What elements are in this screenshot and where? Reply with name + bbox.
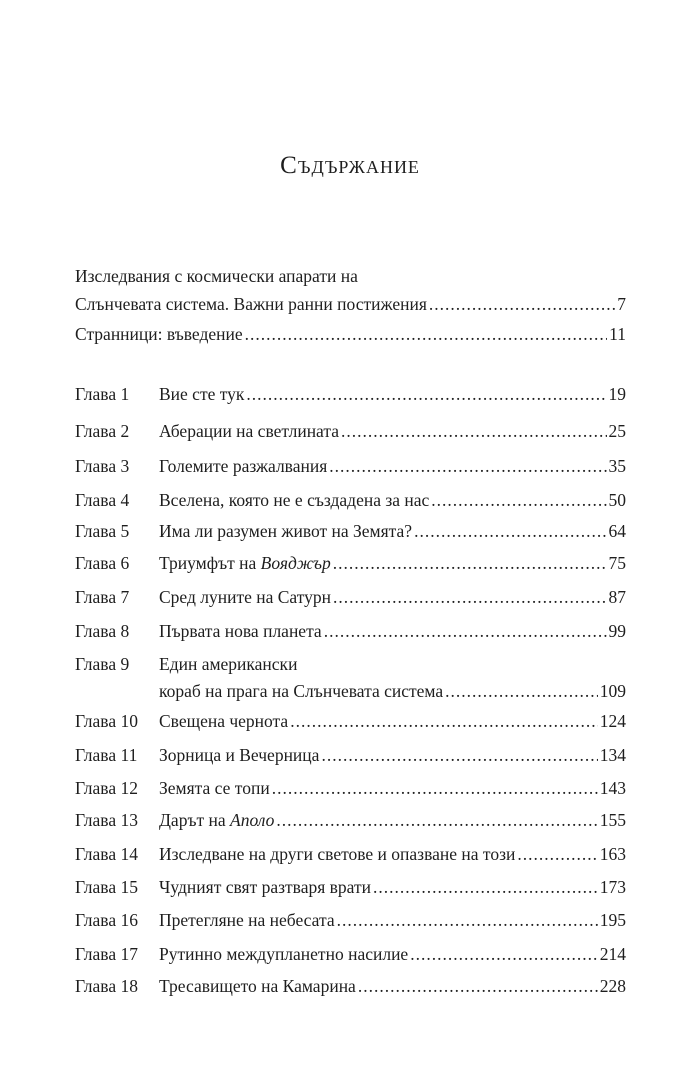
toc-entry[interactable] <box>75 774 626 802</box>
toc-entry[interactable] <box>75 549 626 577</box>
dot-leader <box>410 940 598 968</box>
entry-title <box>159 873 371 901</box>
chapter-label: Глава 11 <box>75 745 138 765</box>
chapter-label: Глава 14 <box>75 844 138 864</box>
dot-leader <box>333 583 606 611</box>
entry-title-italic: Вояджър <box>260 553 331 573</box>
dot-leader <box>414 517 606 545</box>
toc-entry[interactable] <box>75 517 626 545</box>
entry-title <box>159 549 331 577</box>
entry-title <box>159 774 270 802</box>
page-number: 228 <box>599 976 626 996</box>
entry-title <box>159 417 339 445</box>
entry-title <box>159 840 515 868</box>
chapter-label: Глава 17 <box>75 944 138 964</box>
toc-entry[interactable] <box>75 940 626 968</box>
entry-title-text: Дарът на <box>159 810 231 830</box>
dot-leader <box>329 452 606 480</box>
entry-title-line: Един американски <box>159 654 298 674</box>
toc-entry[interactable] <box>75 617 626 645</box>
page-number: 11 <box>609 324 626 344</box>
entry-title-text: Претегляне на небесата <box>159 910 335 930</box>
entry-title-text: Зорница и Вечерница <box>159 745 320 765</box>
dot-leader <box>445 677 598 705</box>
page-number: 19 <box>608 384 626 404</box>
dot-leader <box>333 549 607 577</box>
dot-leader <box>245 320 608 348</box>
chapter-label: Глава 7 <box>75 587 130 607</box>
page-number: 155 <box>599 810 626 830</box>
toc-entry[interactable] <box>75 583 626 611</box>
entry-title-text: Слънчевата система. Важни ранни постижения <box>75 294 427 314</box>
entry-title <box>75 320 243 348</box>
entry-title-text: кораб на прага на Слънчевата система <box>159 681 444 701</box>
page-number: 195 <box>599 910 626 930</box>
page-number: 143 <box>599 778 626 798</box>
chapter-label: Глава 8 <box>75 621 130 641</box>
dot-leader <box>272 774 598 802</box>
chapter-label: Глава 3 <box>75 456 130 476</box>
page-number: 50 <box>608 490 626 510</box>
chapter-label: Глава 13 <box>75 810 138 830</box>
page-number: 124 <box>599 711 626 731</box>
entry-title <box>159 617 322 645</box>
page-number: 35 <box>608 456 626 476</box>
chapter-label: Глава 12 <box>75 778 138 798</box>
entry-title-text: Изследване на други светове и опазване на този <box>159 844 516 864</box>
entry-title <box>159 583 331 611</box>
entry-title-italic: Аполо <box>230 810 275 830</box>
dot-leader <box>341 417 607 445</box>
entry-title-text: Рутинно междупланетно насилие <box>159 944 409 964</box>
chapter-label: Глава 9 <box>75 654 130 674</box>
dot-leader <box>429 290 615 318</box>
toc-entry[interactable] <box>75 486 626 514</box>
entry-title-text: Аберации на светлината <box>159 421 339 441</box>
chapter-label: Глава 6 <box>75 553 130 573</box>
entry-title-text: Вие сте тук <box>159 384 245 404</box>
dot-leader <box>321 741 597 769</box>
page-number: 163 <box>599 844 626 864</box>
entry-title <box>159 677 443 705</box>
entry-title <box>159 906 335 934</box>
entry-title-text: Земята се топи <box>159 778 270 798</box>
page-number: 87 <box>608 587 626 607</box>
toc-entry[interactable] <box>75 741 626 769</box>
entry-title <box>75 290 427 318</box>
toc-entry[interactable] <box>75 320 626 348</box>
dot-leader <box>373 873 598 901</box>
entry-title-text: Свещена чернота <box>159 711 289 731</box>
toc-entry[interactable] <box>75 806 626 834</box>
page-number: 134 <box>599 745 626 765</box>
toc-entry[interactable] <box>75 707 626 735</box>
entry-title-text: Тресавището на Камарина <box>159 976 356 996</box>
dot-leader <box>337 906 598 934</box>
entry-title-line: Изследвания с космически апарати на <box>75 266 358 286</box>
toc-entry[interactable] <box>75 840 626 868</box>
entry-title <box>159 972 356 1000</box>
page-title: Съдържание <box>280 152 420 179</box>
page-number: 214 <box>599 944 626 964</box>
chapter-label: Глава 16 <box>75 910 138 930</box>
page-number: 7 <box>617 294 626 314</box>
entry-title-text: Сред луните на Сатурн <box>159 587 332 607</box>
dot-leader <box>324 617 607 645</box>
toc-entry[interactable] <box>159 677 626 705</box>
chapter-label: Глава 2 <box>75 421 130 441</box>
toc-entry[interactable] <box>75 873 626 901</box>
entry-title <box>159 707 288 735</box>
chapter-label: Глава 5 <box>75 521 130 541</box>
dot-leader <box>431 486 606 514</box>
toc-entry[interactable] <box>75 972 626 1000</box>
toc-entry[interactable] <box>75 452 626 480</box>
chapter-label: Глава 15 <box>75 877 138 897</box>
dot-leader <box>276 806 597 834</box>
entry-title-text: Вселена, която не е създадена за нас <box>159 490 430 510</box>
entry-title <box>159 452 327 480</box>
entry-title-text: Големите разжалвания <box>159 456 328 476</box>
toc-entry[interactable] <box>75 380 626 408</box>
entry-title <box>159 806 274 834</box>
page-number: 109 <box>599 681 626 701</box>
entry-title-text: Чудният свят разтваря врати <box>159 877 371 897</box>
chapter-label: Глава 4 <box>75 490 130 510</box>
chapter-label: Глава 18 <box>75 976 138 996</box>
entry-title-text: Първата нова планета <box>159 621 322 641</box>
entry-title <box>159 741 319 769</box>
page-number: 173 <box>599 877 626 897</box>
page-number: 64 <box>608 521 626 541</box>
page-number: 99 <box>608 621 626 641</box>
dot-leader <box>290 707 598 735</box>
dot-leader <box>358 972 598 1000</box>
chapter-label: Глава 10 <box>75 711 138 731</box>
dot-leader <box>246 380 606 408</box>
toc-entry[interactable] <box>75 417 626 445</box>
entry-title <box>159 940 408 968</box>
entry-title-text: Триумфът на <box>159 553 261 573</box>
entry-title-text: Странници: въведение <box>75 324 243 344</box>
toc-entry[interactable] <box>75 290 626 318</box>
entry-title <box>159 380 244 408</box>
entry-title <box>159 486 429 514</box>
dot-leader <box>517 840 597 868</box>
toc-entry[interactable] <box>75 906 626 934</box>
entry-title <box>159 517 412 545</box>
page-number: 25 <box>608 421 626 441</box>
entry-title-text: Има ли разумен живот на Земята? <box>159 521 413 541</box>
chapter-label: Глава 1 <box>75 384 130 404</box>
page-number: 75 <box>608 553 626 573</box>
